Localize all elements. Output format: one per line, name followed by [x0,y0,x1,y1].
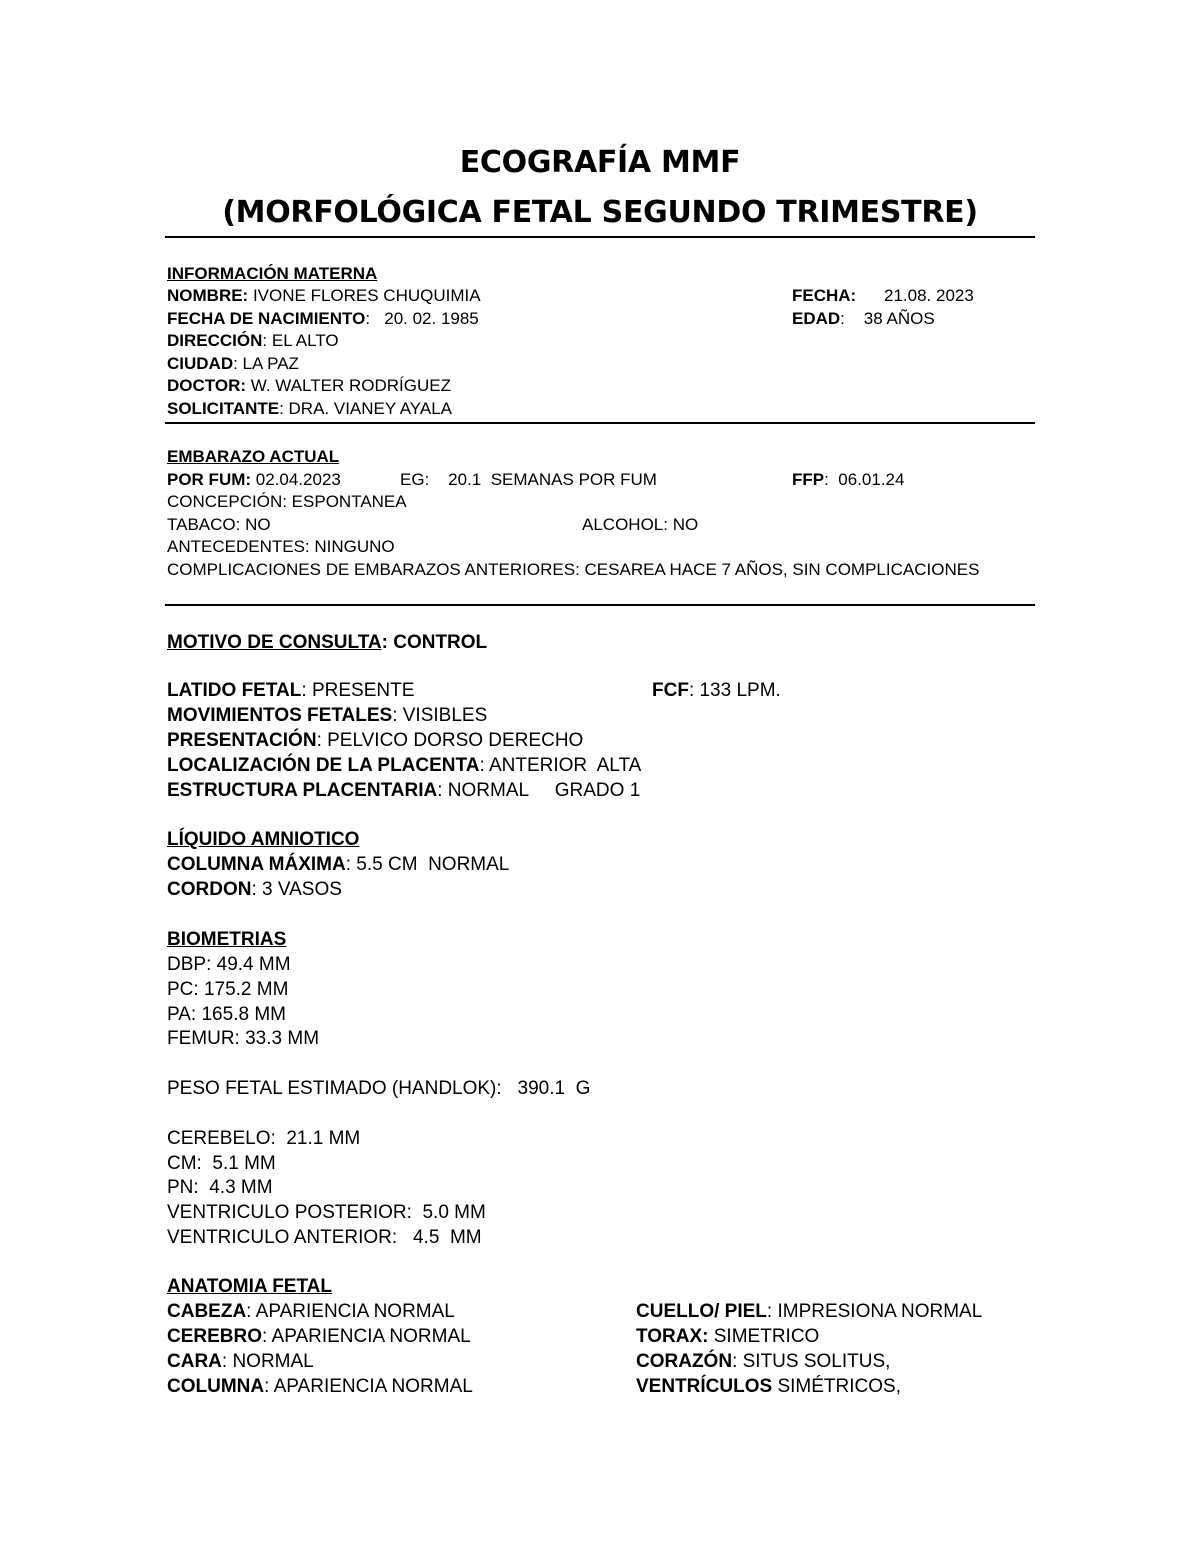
spine-label: COLUMNA [167,1376,265,1397]
fum-label: POR FUM: [167,470,252,489]
estimated-fetal-weight: PESO FETAL ESTIMADO (HANDLOK): 390.1 G [167,1078,591,1099]
divider [165,422,1035,424]
date-value: 21.08. 2023 [884,286,974,305]
max-column-value: : 5.5 CM NORMAL [345,854,510,875]
address-value: : EL ALTO [262,331,339,350]
thorax-row [636,1324,819,1349]
address-label: DIRECCIÓN [167,331,263,350]
heartbeat-row [167,678,414,703]
conception: CONCEPCIÓN: ESPONTANEA [167,492,407,511]
heart-row [636,1349,890,1374]
cord-label: CORDON [167,879,252,900]
previous-complications: COMPLICACIONES DE EMBARAZOS ANTERIORES: CESAREA HACE 7 AÑOS, SIN COMPLICACIONES [167,560,980,579]
placenta-location-label: LOCALIZACIÓN DE LA PLACENTA [167,755,480,776]
gestational-age: EG: 20.1 SEMANAS POR FUM [400,470,657,489]
report-title: ECOGRAFÍA MMF [459,145,741,180]
biometry-item: DBP: 49.4 MM [167,954,291,975]
neck-value: : IMPRESIONA NORMAL [766,1301,983,1322]
face-label: CARA [167,1351,222,1372]
brain-value: : APARIENCIA NORMAL [262,1326,471,1347]
heartbeat-label: LATIDO FETAL [167,680,302,701]
head-value: : APARIENCIA NORMAL [246,1301,455,1322]
date-label: FECHA: [792,286,857,305]
heartbeat-value: : PRESENTE [301,680,415,701]
fum-row [167,469,341,491]
ffp-label: FFP [792,470,825,489]
fcf-row [652,678,781,703]
requester-label: SOLICITANTE [167,399,280,418]
cord-row [167,877,342,902]
fum-value: 02.04.2023 [251,470,341,489]
ventricles-value: SIMÉTRICOS, [772,1376,901,1397]
cord-value: : 3 VASOS [251,879,342,900]
neck-label: CUELLO/ PIEL [636,1301,767,1322]
section-heading-biometry: BIOMETRIAS [167,929,287,950]
face-row [167,1349,314,1374]
head-label: CABEZA [167,1301,247,1322]
name-value: IVONE FLORES CHUQUIMIA [248,286,481,305]
brain-row [167,1324,471,1349]
alcohol: ALCOHOL: NO [582,515,699,534]
age-label: EDAD [792,309,841,328]
address-row [167,330,339,352]
dob-value: : 20. 02. 1985 [365,309,479,328]
dob-label: FECHA DE NACIMIENTO [167,309,366,328]
neuro-measure: VENTRICULO ANTERIOR: 4.5 MM [167,1227,482,1248]
age-row [792,308,935,330]
placenta-location-row [167,753,641,778]
consult-reason [167,630,487,655]
doctor-value: W. WALTER RODRÍGUEZ [246,376,451,395]
neck-row [636,1299,982,1324]
neuro-measure: CM: 5.1 MM [167,1153,276,1174]
biometry-item: FEMUR: 33.3 MM [167,1028,320,1049]
brain-label: CEREBRO [167,1326,263,1347]
fcf-label: FCF [652,680,689,701]
doctor-row [167,375,451,397]
spine-row [167,1374,473,1399]
name-label: NOMBRE: [167,286,249,305]
section-heading-pregnancy: EMBARAZO ACTUAL [167,447,340,466]
divider [165,604,1035,606]
face-value: : NORMAL [221,1351,314,1372]
section-heading-amniotic: LÍQUIDO AMNIOTICO [167,829,360,850]
presentation-row [167,728,583,753]
biometry-item: PA: 165.8 MM [167,1004,286,1025]
ventricles-row [636,1374,901,1399]
heart-label: CORAZÓN [636,1351,733,1372]
patient-name-row [167,285,481,307]
doctor-label: DOCTOR: [167,376,247,395]
spine-value: : APARIENCIA NORMAL [264,1376,473,1397]
ventricles-label: VENTRÍCULOS [636,1376,773,1397]
thorax-value: SIMETRICO [708,1326,820,1347]
history: ANTECEDENTES: NINGUNO [167,537,395,556]
fcf-value: : 133 LPM. [688,680,781,701]
presentation-label: PRESENTACIÓN [167,730,317,751]
report-subtitle: (MORFOLÓGICA FETAL SEGUNDO TRIMESTRE) [222,195,978,230]
city-value: : LA PAZ [233,354,299,373]
city-label: CIUDAD [167,354,234,373]
section-heading-anatomy: ANATOMIA FETAL [167,1276,332,1297]
city-row [167,353,299,375]
placenta-location-value: : ANTERIOR ALTA [479,755,642,776]
neuro-measure: CEREBELO: 21.1 MM [167,1128,361,1149]
movements-row [167,703,487,728]
requester-value: : DRA. VIANEY AYALA [279,399,452,418]
age-value: : 38 AÑOS [840,309,935,328]
neuro-measure: VENTRICULO POSTERIOR: 5.0 MM [167,1202,486,1223]
presentation-value: : PELVICO DORSO DERECHO [316,730,584,751]
ffp-row [792,469,904,491]
tobacco: TABACO: NO [167,515,271,534]
placenta-structure-row [167,778,640,803]
neuro-measure: PN: 4.3 MM [167,1177,273,1198]
placenta-structure-label: ESTRUCTURA PLACENTARIA [167,780,438,801]
heart-value: : SITUS SOLITUS, [732,1351,891,1372]
consult-label: MOTIVO DE CONSULTA [167,632,382,653]
divider [165,236,1035,238]
consult-value: : CONTROL [381,632,488,653]
ffp-value: : 06.01.24 [824,470,905,489]
thorax-label: TORAX: [636,1326,709,1347]
dob-row [167,308,479,330]
movements-value: : VISIBLES [392,705,488,726]
requester-row [167,398,452,420]
max-column-row [167,852,509,877]
biometry-item: PC: 175.2 MM [167,979,289,1000]
movements-label: MOVIMIENTOS FETALES [167,705,393,726]
head-row [167,1299,455,1324]
section-heading-maternal: INFORMACIÓN MATERNA [167,264,378,283]
max-column-label: COLUMNA MÁXIMA [167,854,346,875]
placenta-structure-value: : NORMAL GRADO 1 [437,780,641,801]
